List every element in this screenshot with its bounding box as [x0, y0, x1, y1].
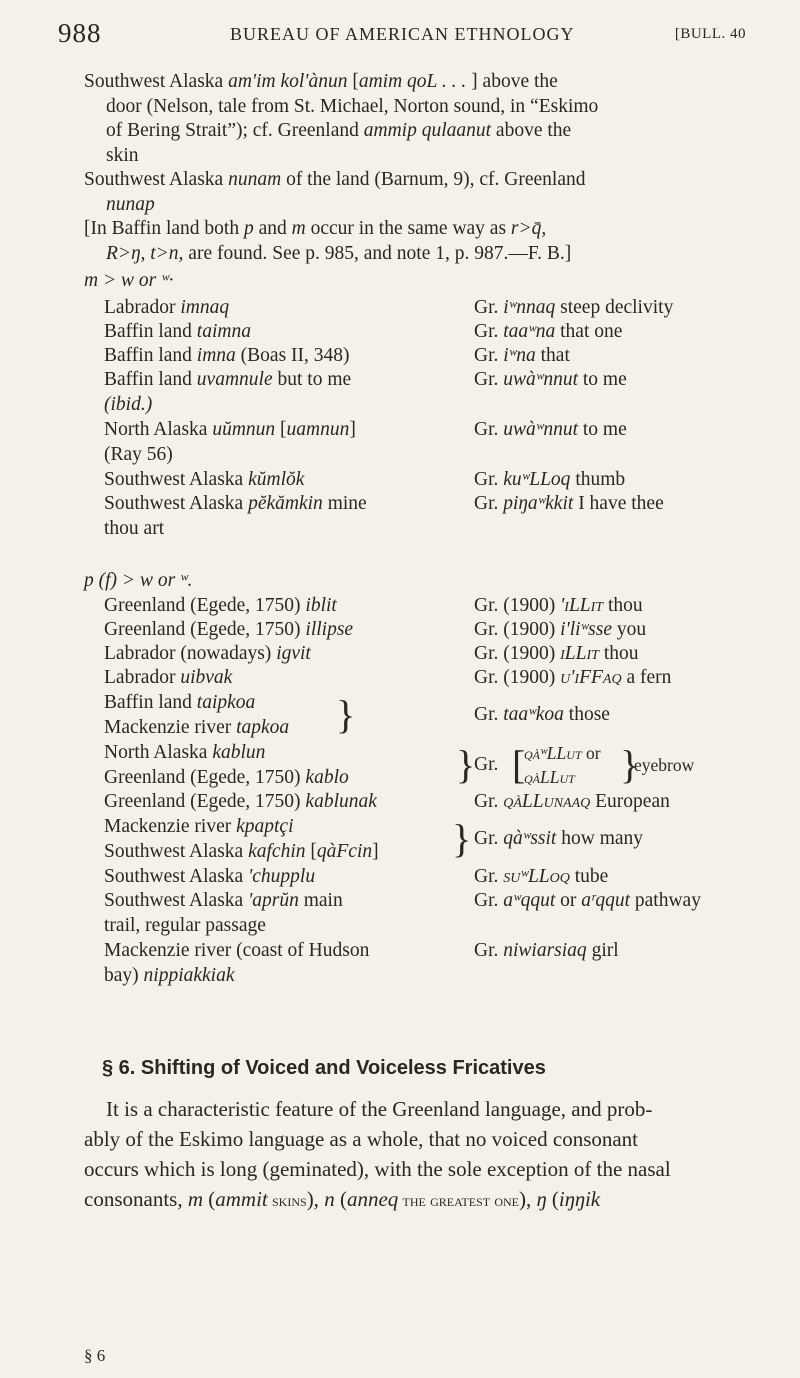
brace-right: }: [452, 816, 472, 861]
bulletin-number: [BULL. 40: [674, 26, 746, 42]
brace-right: }: [620, 742, 640, 787]
document-page: 988 BUREAU OF AMERICAN ETHNOLOGY [BULL. 40 Southwest Alaska am'im kol'ànun [amim qoL . . . ] above the door (Nelson, tale from St. Michael, Norton sound, in “Eskimo of Bering Strait”); cf. Greenland ammip qulaanut above the skin Southwest Alaska nunam of the land (Barnum, 9), cf. Greenland nunap [In Baffin land both p and m occur in the same way as r>q̄, R>ŋ, t>n, are found. See p. 985, and note 1, p. 987.—F. B.] m > w or ʷ· Labrador imnaq Gr. iʷnnaq steep declivity Baffin land taimna Gr. taaʷna that one Baffin land imna (Boas II, 348) Gr. iʷna that Baffin land uvamnule but to me (ibid.) Gr. uwàʷnnut to me North Alaska uŭmnun [uamnun] (Ray 56) Gr. uwàʷnnut to me Southwest Alaska kŭmlŏk Gr. kuʷLLoq thumb Southwest Alaska pĕkămkin mine thou art Gr. piŋaʷkkit I have thee p (f) > w or ʷ. Greenland (Egede, 1750) iblit Gr. (1900) 'iLLit thou Greenland (Egede, 1750) illipse Gr. (1900) i'liʷsse you Labrador (nowadays) igvit Gr. (1900) iLLit thou Labrador uibvak Gr. (1900) u'iFFaq a fern Baffin land taipkoa Mackenzie river tapkoa } Gr. taaʷkoa those North Alaska kablun Greenland (Egede, 1750) kablo } Gr. [ qàʷLLut or qàLLut } eyebrow Greenland (Egede, 1750) kablunak Gr. qàLLunaaq European Mackenzie river kpaptçi Southwest Alaska kafchin [qàFcin] } Gr. qàʷssit how many Southwest Alaska 'chupplu Gr. suʷLLoq tube Southwest Alaska 'aprŭn main trail, regular passage Gr. aʷqqut or aʳqqut pathway Mackenzie river (coast of Hudson bay) nippiakkiak Gr. niwiarsiaq girl § 6. Shifting of Voiced and Voiceless Fricatives It is a characteristic feature of the Greenland language, and prob- ably of the Eskimo language as a whole, that no voiced consonant occurs which is long (geminated), with the sole exception of the nasal consonants, m (ammit skins), n (anneq the greatest one), ŋ (iŋŋik § 6: [0, 0, 800, 1378]
section-heading-m-w: m > w or ʷ·: [84, 270, 174, 291]
editor-note: [In Baffin land both p and m occur in the same way as r>q̄, R>ŋ, t>n, are found. See p. 985, and note 1, p. 987.—F. B.]: [84, 218, 572, 264]
brace-left: [: [512, 742, 526, 787]
running-header: [58, 18, 746, 50]
brace-right: }: [456, 742, 476, 787]
brace-right: }: [336, 692, 356, 737]
intro-paragraph-1: Southwest Alaska am'im kol'ànun [amim qoL . . . ] above the door (Nelson, tale from St. Michael, Norton sound, in “Eskimo of Bering Strait”); cf. Greenland ammip qulaanut above the skin: [84, 71, 599, 166]
running-title: BUREAU OF AMERICAN ETHNOLOGY: [230, 24, 575, 44]
footer-section-mark: § 6: [84, 1346, 106, 1365]
section-heading-p-w: p (f) > w or ʷ.: [84, 570, 193, 591]
section-6-paragraph: It is a characteristic feature of the Greenland language, and prob- ably of the Eskimo language as a whole, that no voiced consonant occurs which is long (geminated), with the sole exception of the nasal consonants, m (ammit skins), n (anneq the greatest one), ŋ (iŋŋik: [84, 1097, 671, 1211]
section-heading-6: § 6. Shifting of Voiced and Voiceless Fricatives: [102, 1057, 546, 1079]
page-number: 988: [58, 18, 102, 48]
intro-paragraph-2: Southwest Alaska nunam of the land (Barnum, 9), cf. Greenland nunap: [84, 169, 586, 215]
